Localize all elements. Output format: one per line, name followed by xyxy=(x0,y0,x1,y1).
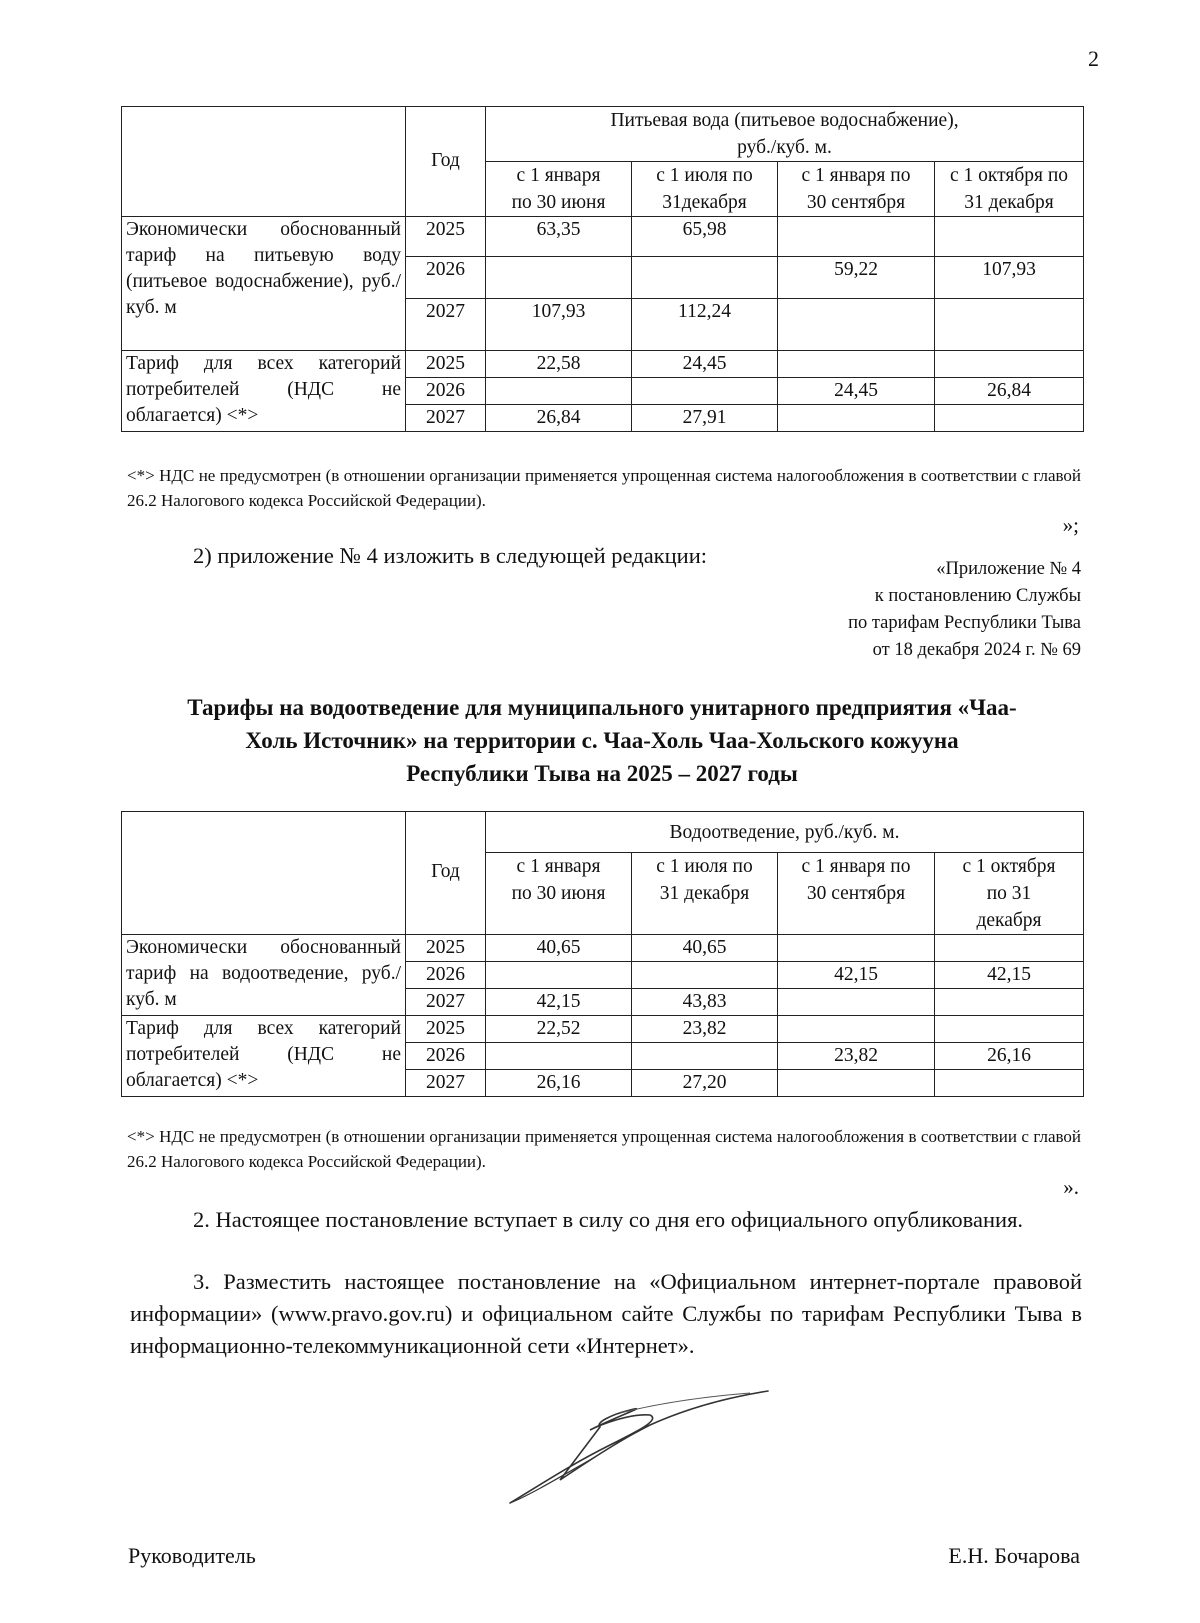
value-cell xyxy=(778,935,935,962)
signatory-name: Е.Н. Бочарова xyxy=(948,1543,1080,1568)
period-header: с 1 июля по 31декабря xyxy=(632,162,778,217)
value-cell: 22,58 xyxy=(486,351,632,378)
value-cell xyxy=(632,962,778,989)
value-cell: 112,24 xyxy=(632,299,778,351)
value-cell xyxy=(778,217,935,257)
year-cell: 2025 xyxy=(406,935,486,962)
row-group-label: Экономически обоснованный тариф на водоотведение, руб./куб. м xyxy=(122,935,406,1016)
value-cell: 59,22 xyxy=(778,257,935,299)
value-cell xyxy=(935,989,1084,1016)
footnote: <*> НДС не предусмотрен (в отношении организации применяется упрощенная система налогообложения в соответствии с главой 26.2 Налогового кодекса Российской Федерации). xyxy=(127,466,1081,510)
period-header: с 1 января по 30 сентября xyxy=(778,162,935,217)
year-cell: 2026 xyxy=(406,257,486,299)
value-cell: 23,82 xyxy=(778,1043,935,1070)
year-cell: 2027 xyxy=(406,405,486,432)
year-cell: 2027 xyxy=(406,989,486,1016)
value-cell: 27,20 xyxy=(632,1070,778,1097)
value-cell: 23,82 xyxy=(632,1016,778,1043)
table-row xyxy=(122,1016,1084,1043)
value-cell xyxy=(486,257,632,299)
row-group-label: Тариф для всех категорий потребителей (НДС не облагается) <*> xyxy=(122,1016,406,1097)
year-cell: 2027 xyxy=(406,299,486,351)
appendix-reference xyxy=(848,556,1081,664)
value-cell: 26,84 xyxy=(486,405,632,432)
value-cell xyxy=(486,378,632,405)
appendix-line: от 18 декабря 2024 г. № 69 xyxy=(872,640,1081,660)
value-cell: 26,16 xyxy=(486,1070,632,1097)
value-cell: 24,45 xyxy=(778,378,935,405)
value-cell: 42,15 xyxy=(935,962,1084,989)
value-cell: 43,83 xyxy=(632,989,778,1016)
year-cell: 2026 xyxy=(406,1043,486,1070)
table-row xyxy=(122,935,1084,962)
decree-point-2: 2. Настоящее постановление вступает в силу со дня его официального опубликования. xyxy=(193,1207,1024,1232)
value-cell: 107,93 xyxy=(935,257,1084,299)
value-cell xyxy=(778,1070,935,1097)
year-cell: 2026 xyxy=(406,378,486,405)
value-cell: 27,91 xyxy=(632,405,778,432)
value-cell xyxy=(935,1070,1084,1097)
value-cell xyxy=(935,351,1084,378)
signature-scribble xyxy=(500,1385,780,1510)
value-cell xyxy=(935,405,1084,432)
value-cell: 40,65 xyxy=(486,935,632,962)
value-cell xyxy=(632,257,778,299)
year-cell: 2025 xyxy=(406,1016,486,1043)
value-cell xyxy=(935,1016,1084,1043)
corner-cell xyxy=(122,812,406,935)
value-cell: 26,84 xyxy=(935,378,1084,405)
value-cell xyxy=(935,299,1084,351)
value-cell: 42,15 xyxy=(778,962,935,989)
value-cell: 63,35 xyxy=(486,217,632,257)
value-cell xyxy=(935,217,1084,257)
appendix-line: «Приложение № 4 xyxy=(936,559,1081,579)
value-cell xyxy=(778,989,935,1016)
table-row xyxy=(122,351,1084,378)
closing-quote: ». xyxy=(1063,1175,1079,1199)
year-cell: 2027 xyxy=(406,1070,486,1097)
value-cell xyxy=(778,1016,935,1043)
value-cell: 22,52 xyxy=(486,1016,632,1043)
page-number: 2 xyxy=(1088,46,1099,71)
value-cell xyxy=(778,405,935,432)
decree-point-3: 3. Разместить настоящее постановление на «Официальном интернет-портале правовой информации» (www.pravo.gov.ru) и официальном сайте Службы по тарифам Республики Тыва в информационно-телекоммуникационной сети «Интернет». xyxy=(130,1269,1082,1358)
row-group-label: Экономически обоснованный тариф на питьевую воду (питьевое водоснабжение), руб./куб. м xyxy=(122,217,406,351)
period-header: с 1 января по 30 сентября xyxy=(778,853,935,935)
period-header: с 1 июля по 31 декабря xyxy=(632,853,778,935)
value-cell xyxy=(486,1043,632,1070)
group-header: Питьевая вода (питьевое водоснабжение), руб./куб. м. xyxy=(486,107,1084,162)
value-cell: 24,45 xyxy=(632,351,778,378)
value-cell: 40,65 xyxy=(632,935,778,962)
value-cell: 65,98 xyxy=(632,217,778,257)
signatory-position: Руководитель xyxy=(128,1543,256,1568)
value-cell xyxy=(935,935,1084,962)
value-cell xyxy=(778,299,935,351)
year-cell: 2025 xyxy=(406,217,486,257)
row-group-label: Тариф для всех категорий потребителей (НДС не облагается) <*> xyxy=(122,351,406,432)
period-header: с 1 января по 30 июня xyxy=(486,162,632,217)
value-cell: 42,15 xyxy=(486,989,632,1016)
group-header: Водоотведение, руб./куб. м. xyxy=(486,812,1084,853)
year-header: Год xyxy=(406,107,486,217)
corner-cell xyxy=(122,107,406,217)
value-cell: 107,93 xyxy=(486,299,632,351)
drinking-water-tariff-table xyxy=(121,106,1084,432)
year-header: Год xyxy=(406,812,486,935)
closing-quote: »; xyxy=(1062,513,1079,537)
amendment-item-2: 2) приложение № 4 изложить в следующей редакции: xyxy=(193,543,707,568)
appendix-line: по тарифам Республики Тыва xyxy=(848,613,1081,633)
period-header: с 1 октября по 31 декабря xyxy=(935,162,1084,217)
appendix-line: к постановлению Службы xyxy=(874,586,1081,606)
wastewater-tariff-table xyxy=(121,811,1084,1097)
year-cell: 2026 xyxy=(406,962,486,989)
year-cell: 2025 xyxy=(406,351,486,378)
value-cell xyxy=(778,351,935,378)
value-cell xyxy=(632,1043,778,1070)
table-row xyxy=(122,217,1084,257)
period-header: с 1 октября по 31 декабря xyxy=(935,853,1084,935)
page-title: Тарифы на водоотведение для муниципального унитарного предприятия «Чаа- Холь Источник» на территории с. Чаа-Холь Чаа-Хольского кожууна Республики Тыва на 2025 – 2027 годы xyxy=(187,695,1017,786)
period-header: с 1 января по 30 июня xyxy=(486,853,632,935)
footnote: <*> НДС не предусмотрен (в отношении организации применяется упрощенная система налогообложения в соответствии с главой 26.2 Налогового кодекса Российской Федерации). xyxy=(127,1127,1081,1171)
value-cell xyxy=(632,378,778,405)
value-cell xyxy=(486,962,632,989)
value-cell: 26,16 xyxy=(935,1043,1084,1070)
